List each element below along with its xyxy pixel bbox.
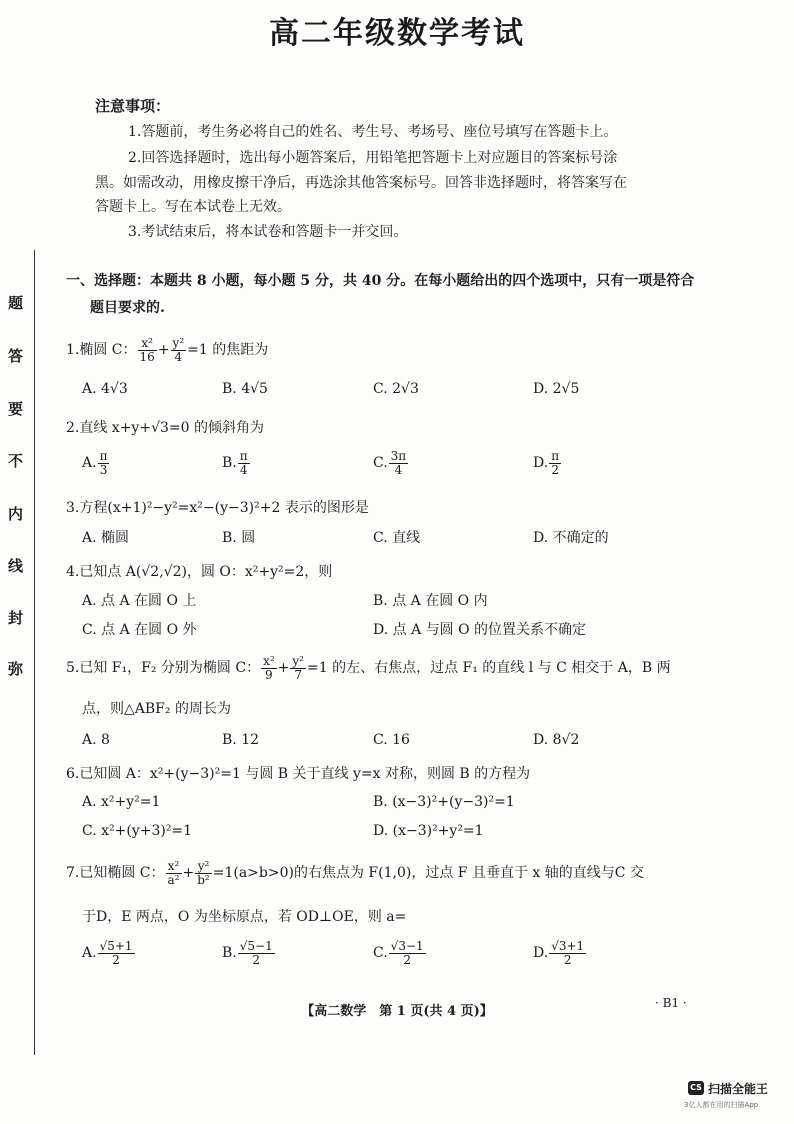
notice-heading: 注意事项：: [95, 97, 171, 115]
margin-line: [34, 250, 35, 1055]
side-char-7: 封: [8, 609, 24, 627]
q1-option-c: C. 2√3: [373, 381, 419, 397]
question-5-cont: 点，则△ABF₂ 的周长为: [82, 701, 231, 717]
side-char-4: 不: [8, 452, 24, 470]
question-7: 7.已知椭圆 C： $\frac{\text{x²}}{\text{a²}}$ + $\frac{\text{y²}}{\text{b²}}$ =1(a>b>0)的右焦点为 F(1,0)，过点 F 且垂直于 x 轴的直线与C 交: [66, 859, 644, 887]
section-heading-cont: 题目要求的.: [90, 300, 165, 316]
q5-option-d: D. 8√2: [533, 732, 580, 748]
side-char-5: 内: [8, 505, 24, 523]
q5-frac-2: $\frac{\text{y²}}{7}$: [292, 654, 304, 682]
q4-option-c: C. 点 A 在圆 O 外: [82, 622, 197, 638]
side-char-3: 要: [8, 400, 24, 418]
q7-option-c: C. $\frac{√3-1}{2}$: [373, 939, 424, 967]
scanner-tagline: 3亿人都在用的扫描App: [684, 1101, 759, 1109]
notice-line-4: 答题卡上。写在本试卷上无效。: [95, 199, 291, 215]
q1-prefix: 1.椭圆 C：: [66, 342, 137, 359]
q5-option-c: C. 16: [373, 732, 410, 748]
q2-option-b: B. $\frac{\pi}{4}$: [222, 449, 248, 477]
q1-frac-1: $\frac{\text{x²}}{16}$: [139, 336, 155, 364]
question-4: 4.已知点 A(√2,√2)，圆 O：x²+y²=2，则: [66, 564, 333, 580]
notice-line-3: 黑。如需改动，用橡皮擦干净后，再选涂其他答案标号。回答非选择题时，将答案写在: [95, 175, 627, 191]
q2-option-d: D. $\frac{\pi}{2}$: [533, 449, 560, 477]
question-1: 1.椭圆 C： $\frac{\text{x²}}{16}$ + $\frac{\text{y²}}{4}$ =1 的焦距为: [66, 336, 269, 364]
question-5: 5.已知 F₁，F₂ 分别为椭圆 C： $\frac{\text{x²}}{9}$ + $\frac{\text{y²}}{7}$ =1 的左、右焦点，过点 F₁ 的直线 l 与 C 相交于 A，B 两: [66, 654, 671, 682]
question-2: 2.直线 x+y+√3=0 的倾斜角为: [66, 420, 264, 436]
q7-option-d: D. $\frac{√3+1}{2}$: [533, 939, 585, 967]
q5-frac-1: $\frac{\text{x²}}{9}$: [263, 654, 275, 682]
page-footer: 【高二数学 第 1 页(共 4 页)】: [301, 1004, 493, 1019]
q3-option-a: A. 椭圆: [82, 530, 130, 546]
page-title: 高二年级数学考试: [269, 16, 525, 51]
q3-option-d: D. 不确定的: [533, 530, 609, 546]
q7-option-a: A. $\frac{√5+1}{2}$: [82, 939, 133, 967]
q1-option-a: A. 4√3: [82, 381, 128, 397]
q1-option-d: D. 2√5: [533, 381, 580, 397]
side-char-8: 弥: [8, 660, 24, 678]
scanner-logo-icon: CS: [688, 1081, 704, 1095]
notice-line-2: 2.回答选择题时，选出每小题答案后，用铅笔把答题卡上对应题目的答案标号涂: [128, 150, 618, 166]
side-char-2: 答: [8, 347, 24, 365]
q4-option-b: B. 点 A 在圆 O 内: [373, 593, 488, 609]
q1-frac-2: $\frac{\text{y²}}{4}$: [172, 336, 185, 364]
q2-option-c: C. $\frac{3\pi}{4}$: [373, 449, 407, 477]
question-6: 6.已知圆 A：x²+(y−3)²=1 与圆 B 关于直线 y=x 对称，则圆 B 的方程为: [66, 766, 531, 782]
q3-option-c: C. 直线: [373, 530, 421, 546]
side-char-6: 线: [8, 557, 24, 575]
q4-option-d: D. 点 A 与圆 O 的位置关系不确定: [373, 622, 587, 638]
question-7-cont: 于D，E 两点，O 为坐标原点，若 OD⊥OE，则 a=: [82, 909, 407, 925]
q6-option-d: D. (x−3)²+y²=1: [373, 823, 484, 839]
question-3: 3.方程(x+1)²−y²=x²−(y−3)²+2 表示的图形是: [66, 500, 369, 516]
side-char-1: 题: [8, 294, 24, 312]
q1-suffix: =1 的焦距为: [187, 342, 269, 359]
q6-option-a: A. x²+y²=1: [82, 794, 161, 810]
q5-option-a: A. 8: [82, 732, 110, 748]
notice-line-1: 1.答题前，考生务必将自己的姓名、考生号、考场号、座位号填写在答题卡上。: [128, 124, 618, 140]
q6-option-b: B. (x−3)²+(y−3)²=1: [373, 794, 515, 810]
q3-option-b: B. 圆: [222, 530, 256, 546]
q1-option-b: B. 4√5: [222, 381, 268, 397]
paper-code: · B1 ·: [655, 996, 687, 1010]
section-heading: 一、选择题：本题共 8 小题，每小题 5 分，共 40 分。在每小题给出的四个选项中，只有一项是符合: [66, 273, 695, 289]
q2-option-a: A. $\frac{\pi}{3}$: [82, 449, 108, 477]
q5-option-b: B. 12: [222, 732, 260, 748]
q4-option-a: A. 点 A 在圆 O 上: [82, 593, 197, 609]
notice-line-5: 3.考试结束后，将本试卷和答题卡一并交回。: [128, 224, 408, 240]
scanner-brand: 扫描全能王: [708, 1082, 769, 1096]
q6-option-c: C. x²+(y+3)²=1: [82, 823, 193, 839]
q7-option-b: B. $\frac{√5-1}{2}$: [222, 939, 273, 967]
q7-frac-2: $\frac{\text{y²}}{\text{b²}}$: [197, 859, 210, 887]
q7-frac-1: $\frac{\text{x²}}{\text{a²}}$: [167, 859, 180, 887]
